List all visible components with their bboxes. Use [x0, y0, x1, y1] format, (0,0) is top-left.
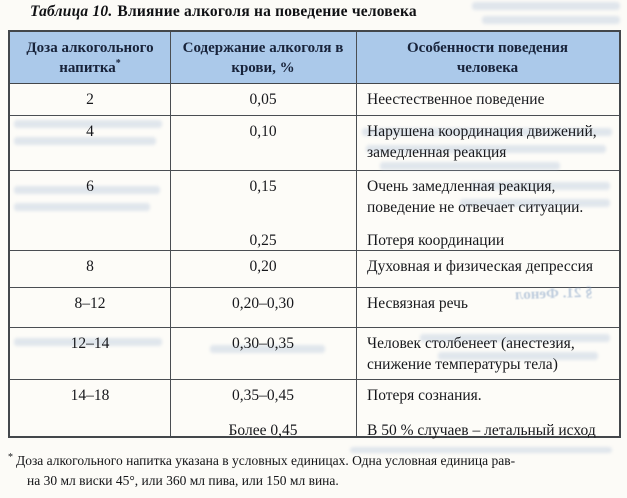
header-blood-content	[170, 32, 356, 83]
dose-cell: 14–18	[70, 387, 110, 404]
behavior-cell: Неестественное поведение	[367, 91, 545, 108]
blood-cell: 0,05	[249, 91, 277, 108]
footnote-line-1: * Доза алкогольного напитка указана в условных единицах. Одна условная единица рав-	[8, 451, 516, 468]
table-footnote	[8, 451, 620, 491]
table-row	[10, 115, 619, 170]
header-dose	[10, 32, 170, 83]
blood-cell: Более 0,45	[228, 422, 298, 439]
behavior-cell: Очень замедленная реакция, поведение не отвечает ситуации.	[367, 178, 584, 216]
bleedthrough-text: § 21. Фенол	[514, 284, 593, 304]
footnote-marker: *	[8, 451, 13, 463]
dose-cell: 8	[86, 258, 94, 275]
header-behavior	[356, 32, 619, 83]
behavior-cell: В 50 % случаев – летальный исход	[367, 422, 596, 439]
table-row	[10, 250, 619, 287]
blood-cell: 0,30–0,35	[232, 335, 294, 352]
behavior-cell: Человек столбенеет (анестезия, снижение температуры тела)	[367, 335, 575, 373]
table-row	[10, 170, 619, 250]
header-behavior-label: Особенности поведения человека	[407, 39, 568, 76]
table-row	[10, 84, 619, 115]
table-caption	[30, 3, 417, 21]
column-divider	[356, 32, 357, 436]
table-caption-number: Таблица 10.	[30, 3, 113, 20]
blood-cell: 0,15	[249, 178, 277, 195]
blood-cell: 0,25	[249, 232, 277, 249]
table-row	[10, 284, 619, 327]
blood-cell: 0,35–0,45	[232, 387, 294, 404]
dose-cell: 2	[86, 91, 94, 108]
dose-cell: 8–12	[74, 295, 106, 312]
table-row	[10, 327, 619, 379]
behavior-cell: Потеря координации	[367, 232, 505, 249]
behavior-cell: Нарушена координация движений, замедленная реакция	[367, 123, 597, 161]
header-dose-label: Доза алкогольного напитка	[26, 39, 154, 76]
alcohol-effects-table	[8, 30, 621, 438]
dose-cell: 6	[86, 178, 94, 195]
footnote-marker: *	[115, 57, 121, 69]
blood-cell: 0,20	[249, 258, 277, 275]
table-header-row	[10, 32, 619, 84]
dose-cell: 4	[86, 123, 94, 140]
blood-cell: 0,20–0,30	[232, 295, 294, 312]
behavior-cell: Духовная и физическая депрессия	[367, 258, 594, 275]
footnote-line-2: на 30 мл виски 45°, или 360 мл пива, или 150 мл вина.	[27, 473, 339, 488]
column-divider	[170, 32, 171, 436]
bleedthrough-artifact	[472, 2, 620, 10]
blood-cell: 0,10	[249, 123, 277, 140]
behavior-cell: Потеря сознания.	[367, 387, 482, 404]
bleedthrough-artifact	[482, 16, 620, 24]
behavior-cell: Несвязная речь	[367, 295, 468, 312]
dose-cell: 12–14	[70, 335, 110, 352]
header-blood-label: Содержание алкоголя в крови, %	[182, 39, 344, 76]
table-caption-text: Влияние алкоголя на поведение человека	[117, 3, 417, 20]
table-row	[10, 379, 619, 440]
